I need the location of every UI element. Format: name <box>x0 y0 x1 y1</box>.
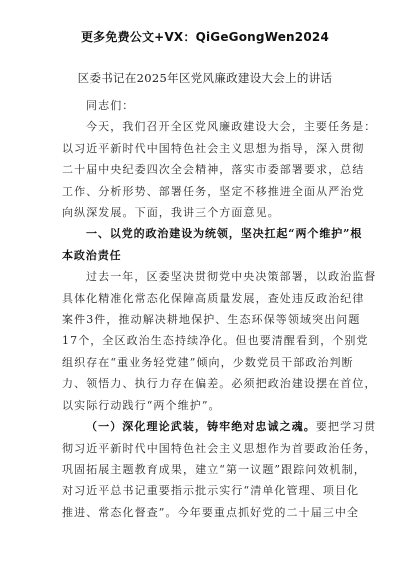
promo-banner: 更多免费公文+VX：QiGeGongWen2024 <box>80 30 329 44</box>
salutation: 同志们： <box>86 99 135 112</box>
paragraph-line: 推进、常态化督查”。今年要重点抓好党的二十届三中全 <box>62 505 360 519</box>
paragraph-line: 以实际行动践行“两个维护”。 <box>62 398 221 412</box>
paragraph-line: 向纵深发展。下面，我讲三个方面意见。 <box>62 206 280 220</box>
heading-line: 本政治责任 <box>62 248 122 262</box>
paragraph-line: 具体化精准化常态化保障高质量发展，查处违反政治纪律 <box>62 291 365 305</box>
paragraph-text: 要把学习贯 <box>315 420 377 434</box>
heading-line: 一、以党的政治建设为统领，坚决扛起“两个维护”根 <box>86 227 363 241</box>
document-title: 区委书记在2025年区党风廉政建设大会上的讲话 <box>77 71 333 85</box>
paragraph-line: 对习近平总书记重要指示批示实行“清单化管理、项目化 <box>62 484 360 498</box>
paragraph-line: 力、领悟力、执行力存在偏差。必须把政治建设摆在首位， <box>62 377 377 391</box>
paragraph-line: 工作、分析形势、部署任务，坚定不移推进全面从严治党 <box>62 184 365 198</box>
section-heading <box>62 223 363 266</box>
paragraph-line: 17个，全区政治生态持续净化。但也要清醒看到，个别党 <box>62 334 369 348</box>
paragraph-line: 彻习近平新时代中国特色社会主义思想作为首要政治任务， <box>62 441 377 455</box>
subsection-paragraph <box>62 416 377 523</box>
paragraph-line: 二十届中央纪委四次全会精神，落实市委部署要求，总结 <box>62 163 365 177</box>
subsection-heading: （一）深化理论武装，铸牢绝对忠诚之魂。 <box>86 420 316 434</box>
section-paragraph <box>62 266 377 416</box>
document-body <box>62 95 377 523</box>
paragraph-line: 组织存在“重业务轻党建”倾向，少数党员干部政治判断 <box>62 355 354 369</box>
paragraph-line: 今天，我们召开全区党风廉政建设大会，主要任务是： <box>86 120 377 134</box>
paragraph-line: 过去一年，区委坚决贯彻党中央决策部署，以政治监督 <box>86 270 377 284</box>
paragraph-line: 案件3件，推动解决耕地保护、生态环保等领域突出问题 <box>62 313 361 327</box>
intro-paragraph <box>62 116 377 223</box>
paragraph-line: 巩固拓展主题教育成果，建立“第一议题”跟踪问效机制， <box>62 462 366 476</box>
paragraph-line: 以习近平新时代中国特色社会主义思想为指导，深入贯彻 <box>62 141 365 155</box>
paragraph-line <box>62 416 377 437</box>
